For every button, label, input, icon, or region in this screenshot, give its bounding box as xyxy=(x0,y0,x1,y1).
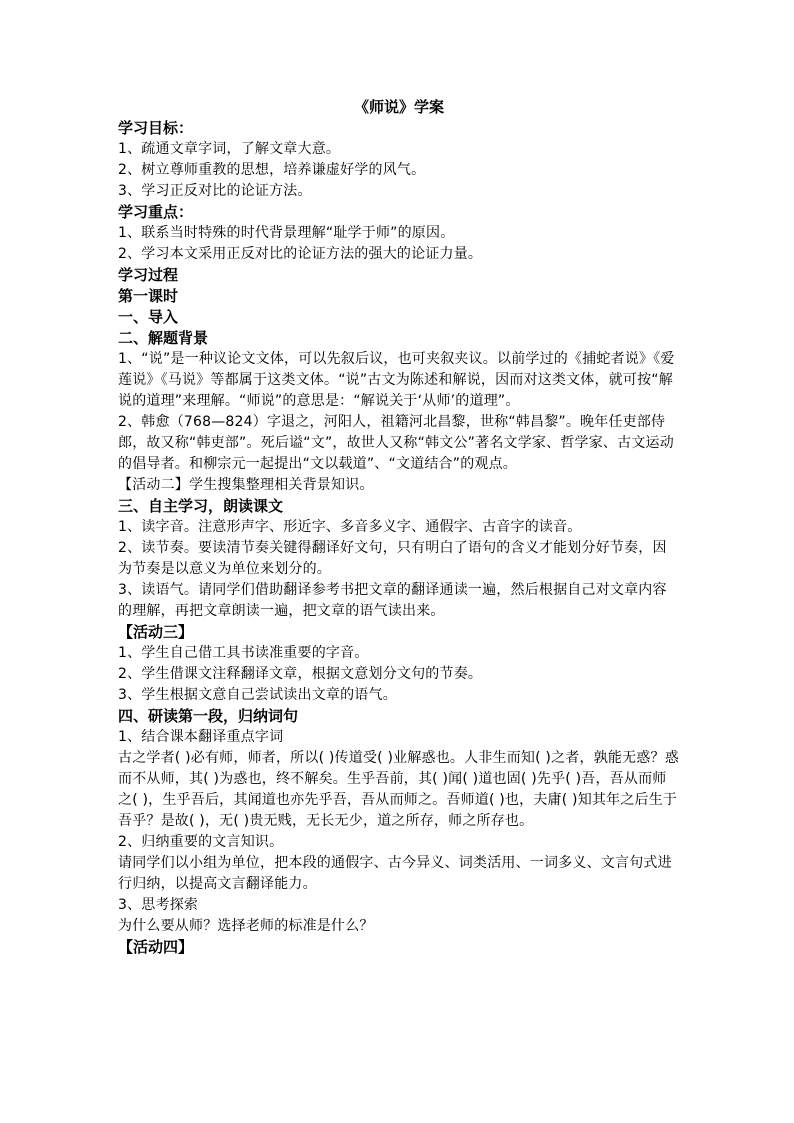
paragraph: 1、联系当时特殊的时代背景理解“耻学于师”的原因。 xyxy=(118,225,455,241)
classical-text-exercise: 古之学者( )必有师，师者，所以( )传道受( )业解惑也。人非生而知( )之者，孰能无惑？惑而不从师，其( )为惑也，终不解矣。生乎吾前，其( )闻( )道也固( )先乎( )吾，吾从而师之( )，生乎吾后，其闻道也亦先乎吾，吾从而师之。吾师道( )也，夫庸( )知其年之后生于吾乎？是故( )，无( )贵无贱，无长无少，道之所存，师之所存也。 xyxy=(118,750,679,829)
section-heading-lesson-one: 第一课时 xyxy=(118,287,179,305)
activity-heading: 【活动三】 xyxy=(118,623,194,641)
paragraph: 3、学习正反对比的论证方法。 xyxy=(118,183,312,199)
paragraph: 1、结合课本翻译重点字词 xyxy=(118,729,284,745)
paragraph: 1、疏通文章字词，了解文章大意。 xyxy=(118,141,341,157)
paragraph: 2、学生借课文注释翻译文章，根据文意划分文句的节奏。 xyxy=(118,666,483,682)
section-heading-intro: 一、导入 xyxy=(118,308,179,326)
document-page xyxy=(118,96,680,958)
section-heading-study: 四、研读第一段，归纳词句 xyxy=(118,707,299,725)
paragraph: 3、读语气。请同学们借助翻译参考书把文章的翻译通读一遍，然后根据自己对文章内容的理解，再把文章朗读一遍，把文章的语气读出来。 xyxy=(118,582,667,619)
section-heading-goals: 学习目标： xyxy=(118,119,194,137)
paragraph: 2、归纳重要的文言知识。 xyxy=(118,834,284,850)
paragraph: 2、读节奏。要读清节奏关键得翻译好文句，只有明白了语句的含义才能划分好节奏，因为节奏是以意义为单位来划分的。 xyxy=(118,540,667,577)
paragraph: 请同学们以小组为单位，把本段的通假字、古今异义、词类活用、一词多义、文言句式进行归纳，以提高文言翻译能力。 xyxy=(118,855,672,892)
page-title: 《师说》学案 xyxy=(353,98,444,116)
paragraph: 2、树立尊师重教的思想，培养谦虚好学的风气。 xyxy=(118,162,426,178)
paragraph: 1、读字音。注意形声字、形近字、多音多义字、通假字、古音字的读音。 xyxy=(118,519,582,535)
section-heading-background: 二、解题背景 xyxy=(118,329,209,347)
activity-note: 【活动二】学生搜集整理相关背景知识。 xyxy=(118,477,374,493)
paragraph: 2、学习本文采用正反对比的论证方法的强大的论证力量。 xyxy=(118,246,483,262)
paragraph: 2、韩愈（768—824）字退之，河阳人，祖籍河北昌黎，世称“韩昌黎”。晚年任吏部侍郎，故又称“韩吏部”。死后谥“文”，故世人又称“韩文公”著名文学家、哲学家、古文运动的倡导者。和柳宗元一起提出“文以载道”、“文道结合”的观点。 xyxy=(118,414,674,472)
section-heading-process: 学习过程 xyxy=(118,266,179,284)
section-heading-reading: 三、自主学习，朗读课文 xyxy=(118,497,284,515)
paragraph: 3、思考探索 xyxy=(118,897,199,913)
paragraph: 1、“说”是一种议论文文体，可以先叙后议，也可夹叙夹议。以前学过的《捕蛇者说》《爱莲说》《马说》等都属于这类文体。“说”古文为陈述和解说，因而对这类文体，就可按“解说的道理”来理解。“师说”的意思是：“解说关于‘从师’的道理”。 xyxy=(118,351,675,409)
activity-heading: 【活动四】 xyxy=(118,938,194,956)
paragraph: 3、学生根据文意自己尝试读出文章的语气。 xyxy=(118,687,397,703)
question: 为什么要从师？选择老师的标准是什么？ xyxy=(118,918,374,934)
paragraph: 1、学生自己借工具书读准重要的字音。 xyxy=(118,645,369,661)
section-heading-focus: 学习重点： xyxy=(118,203,194,221)
